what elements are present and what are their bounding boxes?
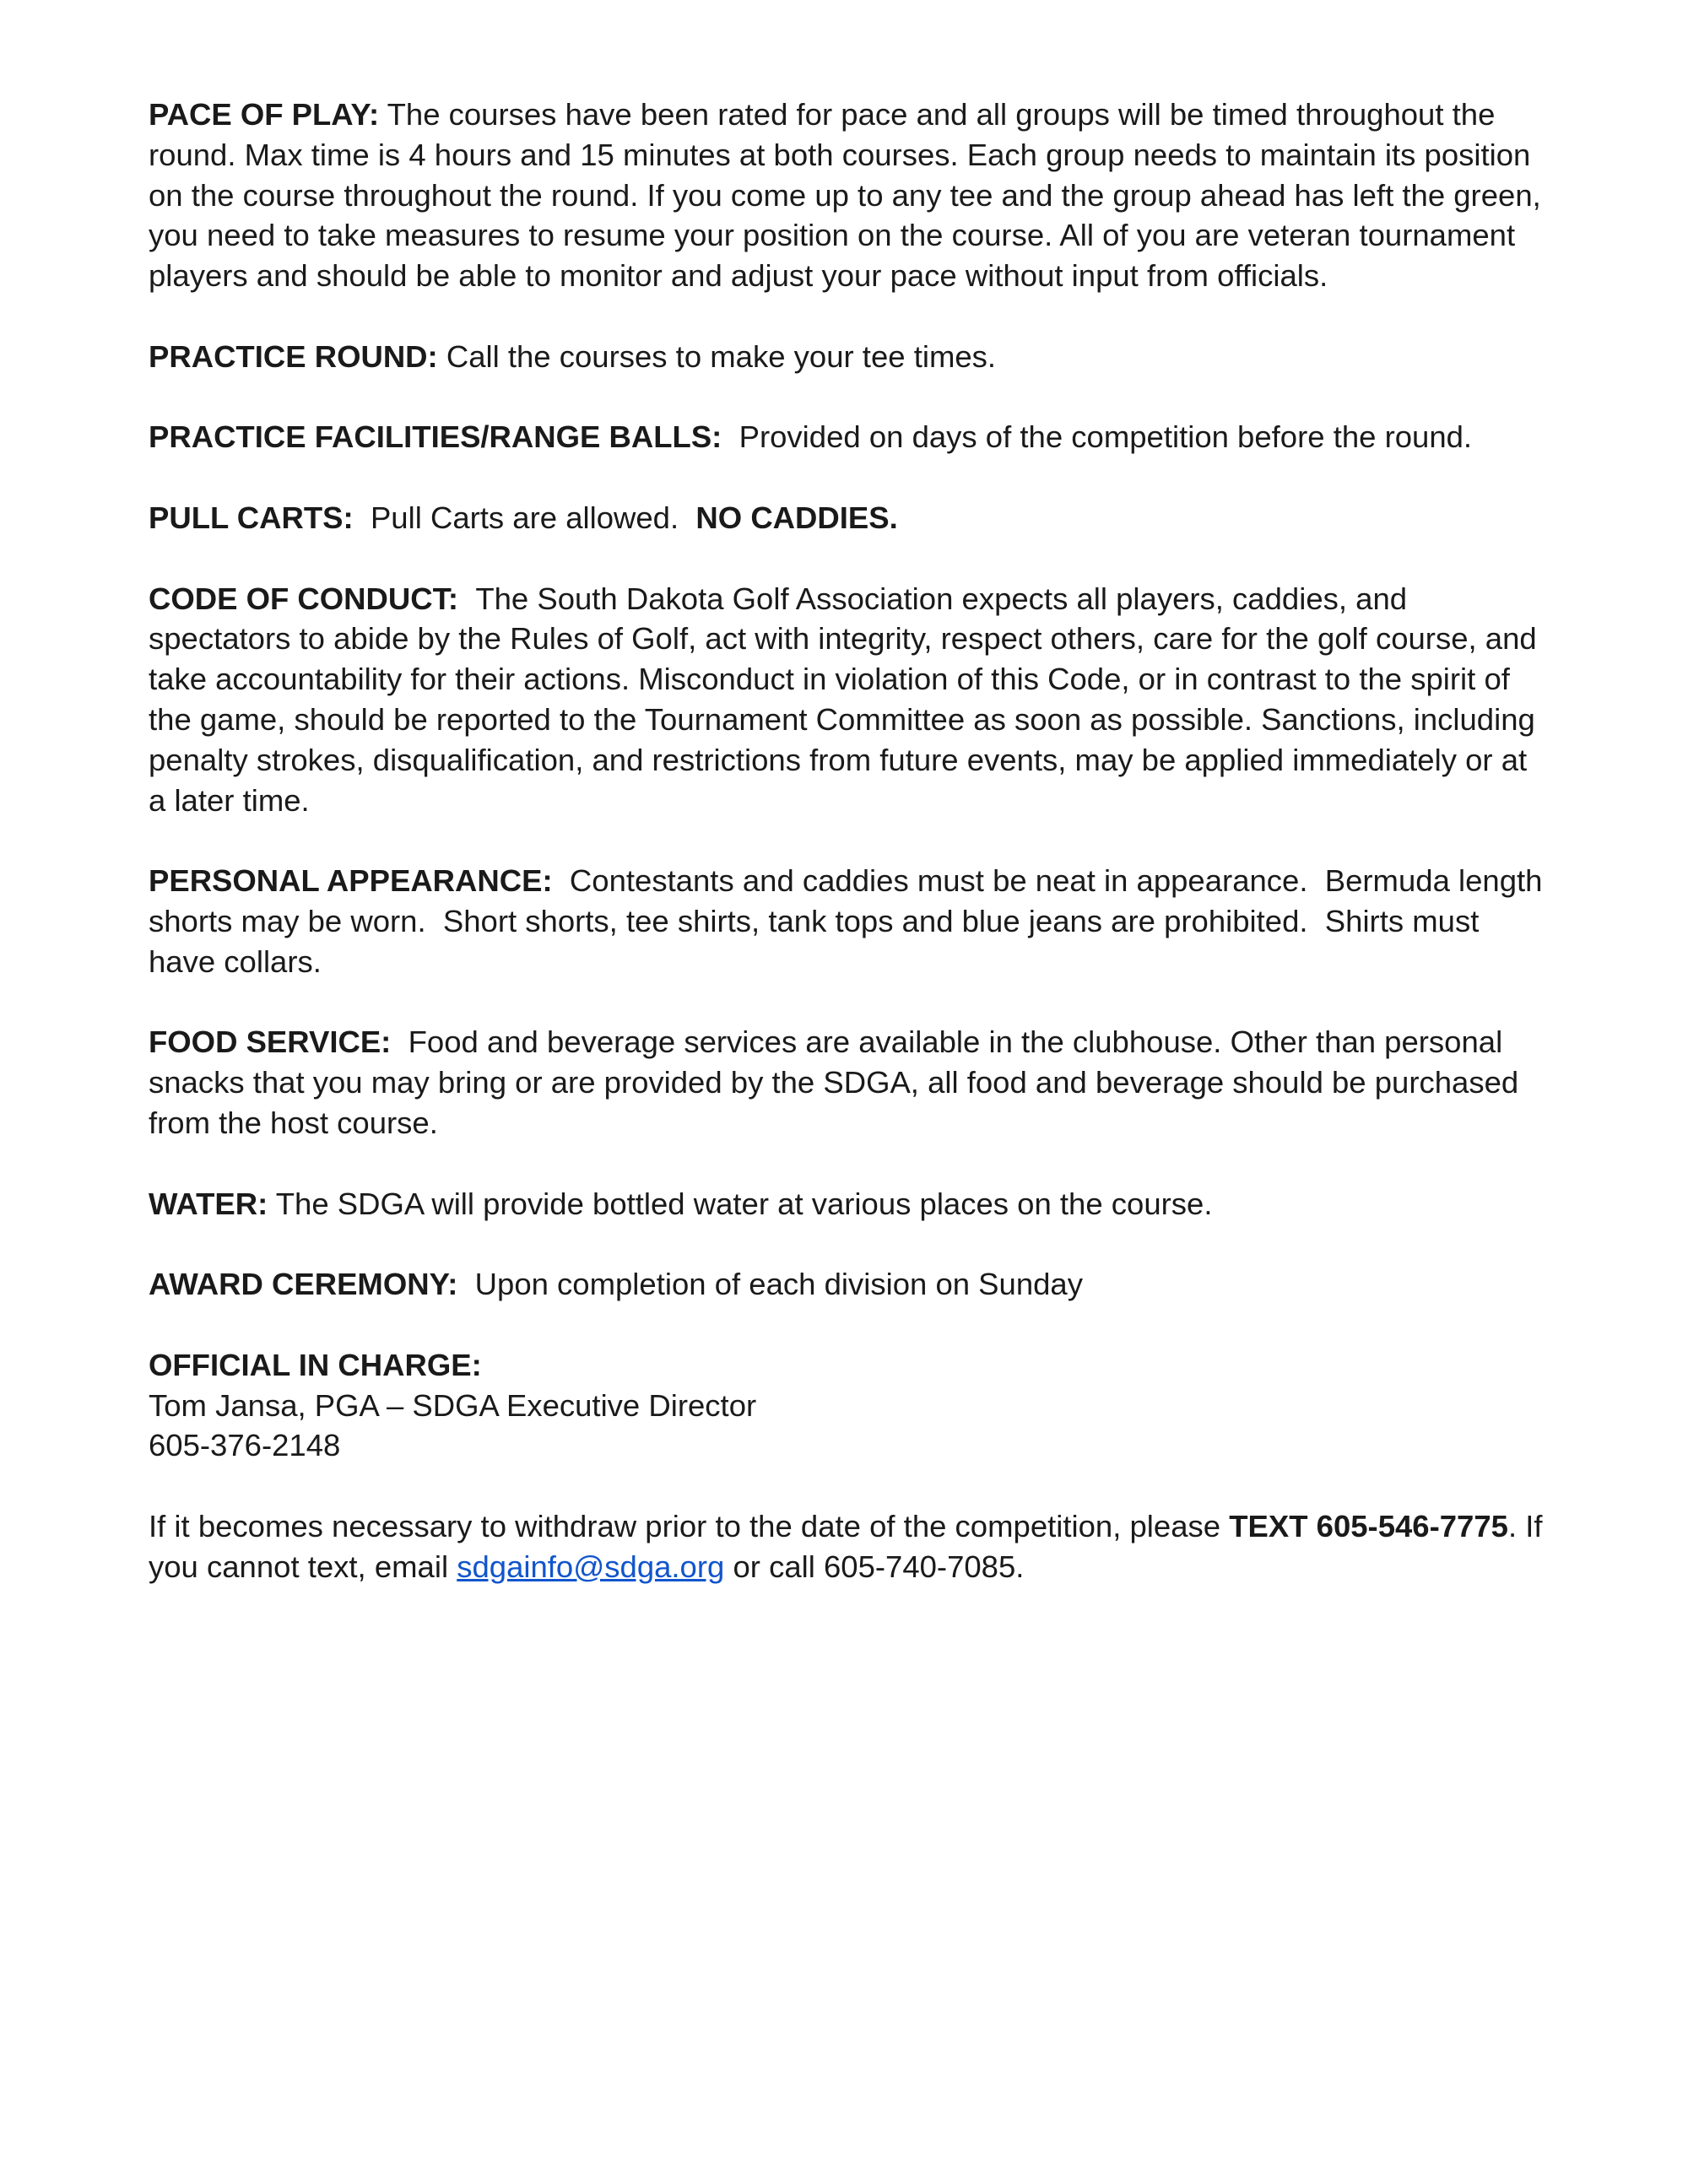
no-caddies-emphasis: NO CADDIES.	[695, 500, 898, 535]
award-ceremony-section	[149, 1264, 1550, 1305]
personal-appearance-body: Contestants and caddies must be neat in appearance. Bermuda length shorts may be worn. Short shorts, tee shirts, tank tops and blue jeans are prohibited. Shirts must have collars.	[149, 863, 1551, 979]
pace-of-play-body: The courses have been rated for pace and all groups will be timed throughout the round. Max time is 4 hours and 15 minutes at both courses. Each group needs to maintain its position on the course throughout the round. If you come up to any tee and the group ahead has left the green, you need to take measures to resume your position on the course. All of you are veteran tournament players and should be able to monitor and adjust your pace without input from officials.	[149, 97, 1541, 294]
withdraw-section	[149, 1506, 1550, 1587]
water-body: The SDGA will provide bottled water at various places on the course.	[275, 1186, 1213, 1221]
award-ceremony-heading: AWARD CEREMONY:	[149, 1267, 458, 1302]
email-link[interactable]: sdgainfo@sdga.org	[457, 1549, 725, 1584]
award-ceremony-body: Upon completion of each division on Sunday	[474, 1267, 1083, 1302]
withdraw-text-mid: . If you cannot text, email	[149, 1508, 1543, 1584]
practice-facilities-section	[149, 417, 1550, 457]
pull-carts-heading: PULL CARTS:	[149, 500, 354, 535]
practice-round-body: Call the courses to make your tee times.	[446, 338, 997, 374]
official-in-charge-section	[149, 1345, 1550, 1466]
water-heading: WATER:	[149, 1186, 268, 1221]
personal-appearance-section	[149, 861, 1550, 981]
practice-round-section	[149, 337, 1550, 377]
water-section	[149, 1184, 1550, 1224]
personal-appearance-heading: PERSONAL APPEARANCE:	[149, 863, 553, 899]
pace-of-play-heading: PACE OF PLAY:	[149, 97, 380, 132]
food-service-heading: FOOD SERVICE:	[149, 1024, 392, 1060]
pull-carts-section	[149, 498, 1550, 538]
practice-round-heading: PRACTICE ROUND:	[149, 338, 438, 374]
code-of-conduct-body: The South Dakota Golf Association expects all players, caddies, and spectators to abide by the Rules of Golf, act with integrity, respect others, care for the golf course, and take accountability for their actions. Misconduct in violation of this Code, or in contrast to the spirit of the game, should be reported to the Tournament Committee as soon as possible. Sanctions, including penalty strokes, disqualification, and restrictions from future events, may be applied immediately or at a later time.	[149, 581, 1537, 818]
withdraw-text-number: TEXT 605-546-7775	[1229, 1508, 1508, 1543]
official-phone: 605-376-2148	[149, 1428, 341, 1463]
pace-of-play-section	[149, 95, 1550, 296]
food-service-section	[149, 1022, 1550, 1143]
pull-carts-body: Pull Carts are allowed.	[370, 500, 679, 535]
withdraw-text-before: If it becomes necessary to withdraw prior to the date of the competition, please	[149, 1508, 1221, 1543]
withdraw-text-after: or call 605-740-7085.	[733, 1549, 1025, 1584]
practice-facilities-heading: PRACTICE FACILITIES/RANGE BALLS:	[149, 419, 722, 455]
code-of-conduct-section	[149, 579, 1550, 821]
food-service-body: Food and beverage services are available in the clubhouse. Other than personal snacks that you may bring or are provided by the SDGA, all food and beverage should be purchased from the host course.	[149, 1024, 1519, 1140]
official-name: Tom Jansa, PGA – SDGA Executive Director	[149, 1387, 757, 1423]
practice-facilities-body: Provided on days of the competition before the round.	[738, 419, 1473, 455]
code-of-conduct-heading: CODE OF CONDUCT:	[149, 581, 459, 616]
document-page	[149, 95, 1550, 1627]
official-in-charge-heading: OFFICIAL IN CHARGE:	[149, 1347, 482, 1382]
